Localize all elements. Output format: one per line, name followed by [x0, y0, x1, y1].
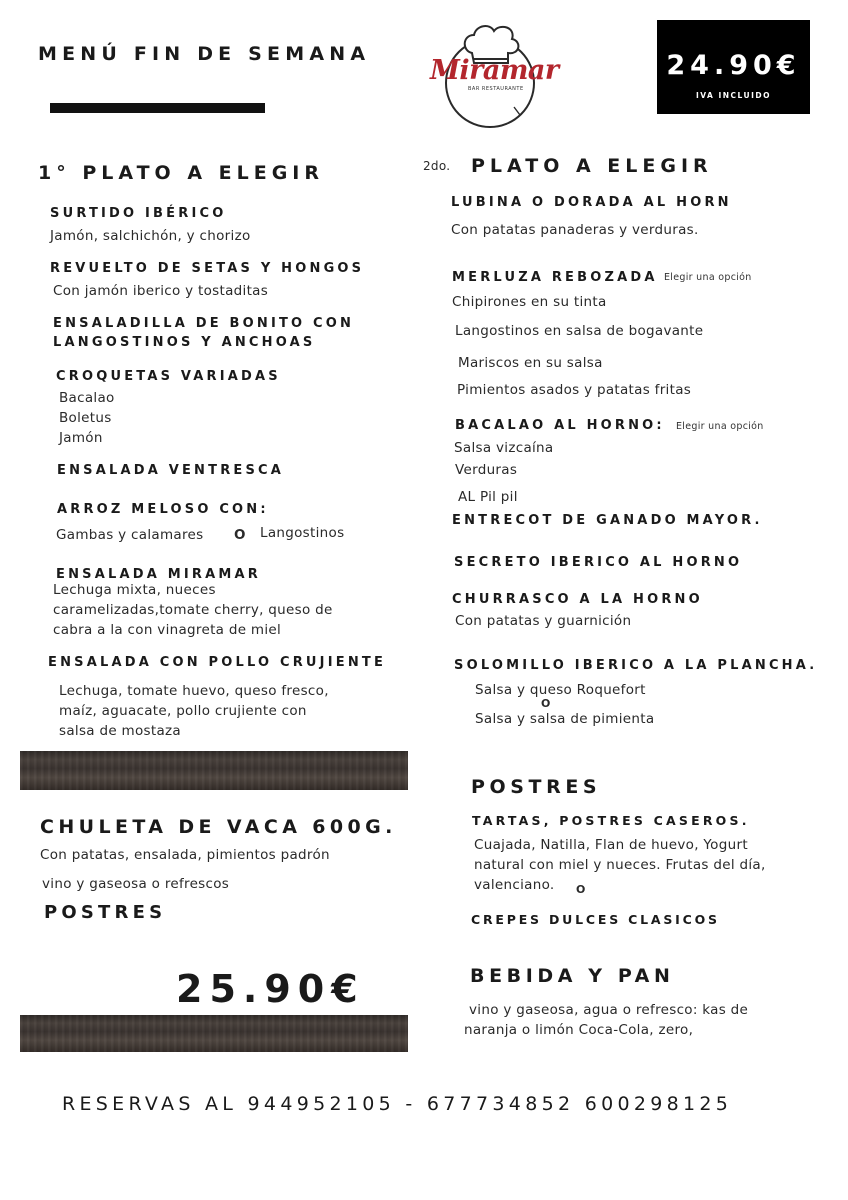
- arroz-option-b: Langostinos: [260, 525, 345, 541]
- postres-or: O: [576, 883, 586, 896]
- restaurant-logo: [428, 15, 559, 130]
- dish-entrecot: ENTRECOT DE GANADO MAYOR.: [452, 513, 763, 528]
- pollo-desc-2: maíz, aguacate, pollo crujiente con: [59, 703, 307, 719]
- arroz-or: O: [234, 527, 246, 543]
- second-course-heading: PLATO A ELEGIR: [471, 155, 713, 177]
- bacalao-option-1: Salsa vizcaína: [454, 440, 554, 456]
- merluza-note: Elegir una opción: [664, 272, 752, 283]
- bacalao-option-2: Verduras: [455, 462, 518, 478]
- miramar-desc-1: Lechuga mixta, nueces: [53, 582, 216, 598]
- dish-revuelto: REVUELTO DE SETAS Y HONGOS: [50, 261, 365, 276]
- chuleta-desc-2: vino y gaseosa o refrescos: [42, 876, 230, 892]
- postres-desc-3: valenciano.: [474, 877, 555, 893]
- pollo-desc-1: Lechuga, tomate huevo, queso fresco,: [59, 683, 329, 699]
- dish-ensaladilla-line2: LANGOSTINOS Y ANCHOAS: [53, 335, 316, 350]
- merluza-option-3: Mariscos en su salsa: [458, 355, 603, 371]
- postres-crepes: CREPES DULCES CLASICOS: [471, 912, 720, 927]
- chuleta-desc-1: Con patatas, ensalada, pimientos padrón: [40, 847, 330, 863]
- chuleta-price: 25.90€: [176, 967, 365, 1011]
- pollo-desc-3: salsa de mostaza: [59, 723, 181, 739]
- reservas-line: RESERVAS AL 944952105 - 677734852 600298125: [62, 1093, 733, 1115]
- postres-desc-2: natural con miel y nueces. Frutas del día,: [474, 857, 766, 873]
- wood-divider-bottom: [20, 1015, 408, 1052]
- miramar-desc-2: caramelizadas,tomate cherry, queso de: [53, 602, 333, 618]
- bebida-desc-2: naranja o limón Coca-Cola, zero,: [464, 1022, 694, 1038]
- merluza-option-1: Chipirones en su tinta: [452, 294, 607, 310]
- chuleta-postres: POSTRES: [44, 902, 167, 923]
- chuleta-heading: CHULETA DE VACA 600G.: [40, 816, 397, 838]
- dish-arroz: ARROZ MELOSO CON:: [57, 502, 269, 517]
- logo-name: Miramar: [430, 55, 559, 86]
- croquetas-option-3: Jamón: [59, 430, 103, 446]
- price-box: [657, 20, 810, 114]
- dish-solomillo: SOLOMILLO IBERICO A LA PLANCHA.: [454, 658, 818, 673]
- fork-icon: [514, 107, 520, 115]
- logo-subtitle: BAR RESTAURANTE: [468, 86, 524, 92]
- dish-ensaladilla-line1: ENSALADILLA DE BONITO CON: [53, 316, 355, 331]
- price-value: 24.90€: [666, 50, 801, 81]
- title-underline: [50, 103, 265, 113]
- dish-churrasco: CHURRASCO A LA HORNO: [452, 592, 703, 607]
- solomillo-option-2: Salsa y salsa de pimienta: [475, 711, 655, 727]
- dish-secreto: SECRETO IBERICO AL HORNO: [454, 555, 743, 570]
- dish-revuelto-desc: Con jamón iberico y tostaditas: [53, 283, 269, 299]
- dish-merluza: MERLUZA REBOZADA: [452, 270, 658, 285]
- dish-lubina-desc: Con patatas panaderas y verduras.: [451, 222, 699, 238]
- merluza-option-4: Pimientos asados y patatas fritas: [457, 382, 692, 398]
- croquetas-option-2: Boletus: [59, 410, 112, 426]
- dish-ventresca: ENSALADA VENTRESCA: [57, 463, 285, 478]
- postres-tartas: TARTAS, POSTRES CASEROS.: [472, 813, 750, 828]
- solomillo-or: O: [541, 697, 551, 710]
- dish-surtido: SURTIDO IBÉRICO: [50, 206, 227, 221]
- bebida-heading: BEBIDA Y PAN: [470, 965, 675, 987]
- merluza-option-2: Langostinos en salsa de bogavante: [455, 323, 704, 339]
- bacalao-option-3: AL Pil pil: [458, 489, 518, 505]
- dish-pollo: ENSALADA CON POLLO CRUJIENTE: [48, 655, 387, 670]
- second-course-prefix: 2do.: [423, 159, 451, 173]
- first-course-heading: 1° PLATO A ELEGIR: [38, 162, 325, 184]
- postres-heading: POSTRES: [471, 776, 602, 798]
- wood-divider-top: [20, 751, 408, 790]
- price-note: IVA INCLUIDO: [695, 91, 772, 100]
- dish-croquetas: CROQUETAS VARIADAS: [56, 369, 281, 384]
- dish-churrasco-desc: Con patatas y guarnición: [455, 613, 632, 629]
- dish-lubina: LUBINA O DORADA AL HORN: [451, 195, 732, 210]
- dish-surtido-desc: Jamón, salchichón, y chorizo: [50, 228, 251, 244]
- solomillo-option-1: Salsa y queso Roquefort: [475, 682, 646, 698]
- bebida-desc-1: vino y gaseosa, agua o refresco: kas de: [469, 1002, 749, 1018]
- miramar-desc-3: cabra a la con vinagreta de miel: [53, 622, 282, 638]
- menu-title: MENÚ FIN DE SEMANA: [38, 43, 371, 65]
- postres-desc-1: Cuajada, Natilla, Flan de huevo, Yogurt: [474, 837, 748, 853]
- dish-bacalao: BACALAO AL HORNO:: [455, 418, 665, 433]
- dish-miramar: ENSALADA MIRAMAR: [56, 567, 261, 582]
- bacalao-note: Elegir una opción: [676, 421, 764, 432]
- croquetas-option-1: Bacalao: [59, 390, 115, 406]
- arroz-option-a: Gambas y calamares: [56, 527, 204, 543]
